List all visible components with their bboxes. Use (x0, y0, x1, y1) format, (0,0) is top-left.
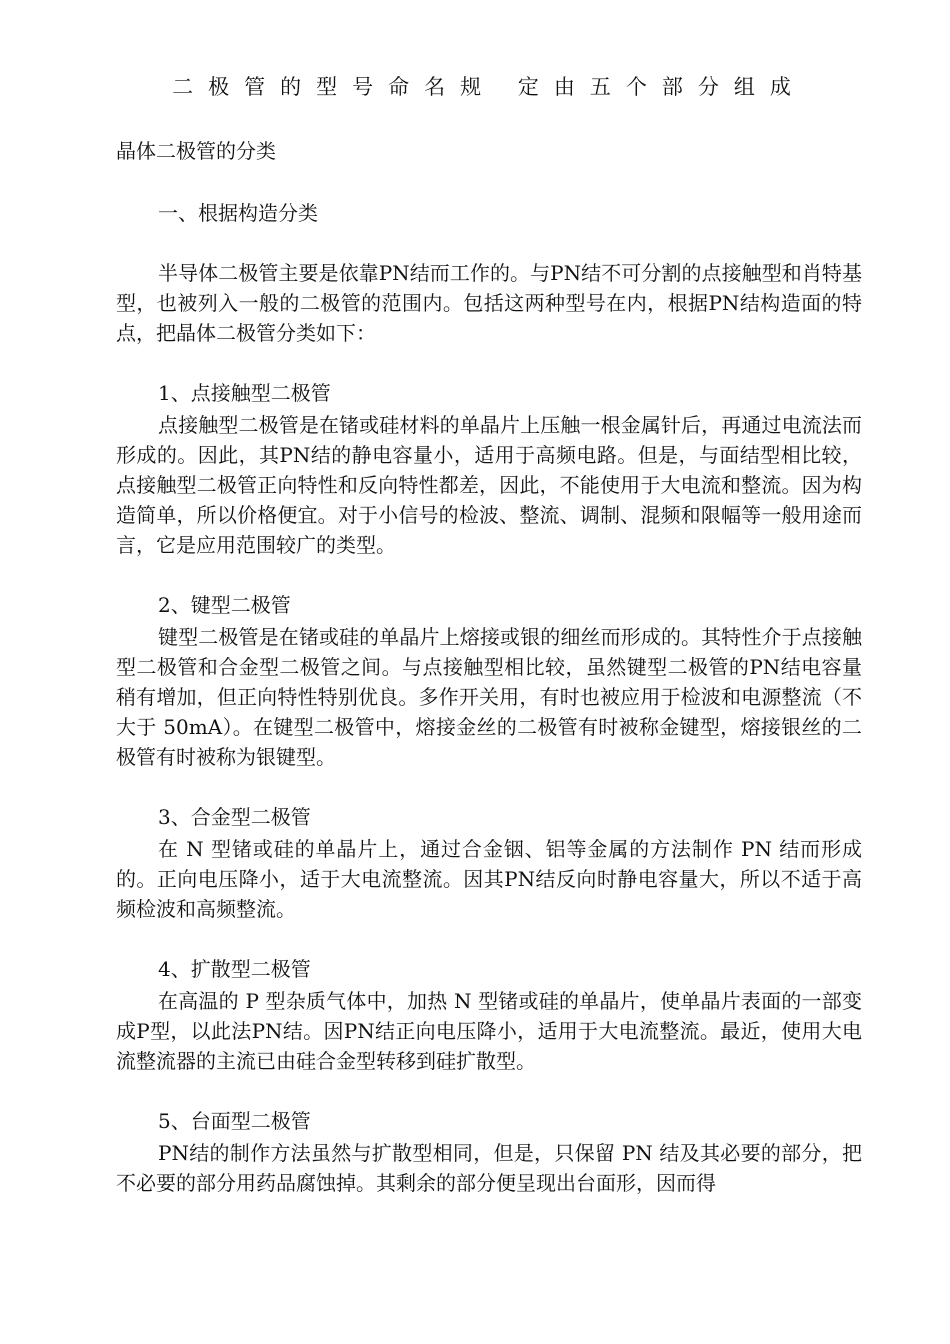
section-title: 5、台面型二极管 (158, 1109, 311, 1133)
section-paragraph: 点接触型二极管是在锗或硅材料的单晶片上压触一根金属针后，再通过电流法而形成的。因此，其PN结的静电容量小，适用于高频电路。但是，与面结型相比较，点接触型二极管正向特性和反向特性都差，因此，不能使用于大电流和整流。因为构造简单，所以价格便宜。对于小信号的检波、整流、调制、混频和限幅等一般用途而言，它是应用范围较广的类型。 (116, 413, 862, 557)
intro-paragraph: 半导体二极管主要是依靠PN结而工作的。与PN结不可分割的点接触型和肖特基型，也被列入一般的二极管的范围内。包括这两种型号在内，根据PN结构造面的特点，把晶体二极管分类如下： (116, 261, 862, 345)
section-paragraph: 在高温的 P 型杂质气体中，加热 N 型锗或硅的单晶片，使单晶片表面的一部变成P型，以此法PN结。因PN结正向电压降小，适用于大电流整流。最近，使用大电流整流器的主流已由硅合金型转移到硅扩散型。 (116, 989, 862, 1073)
section-paragraph: 键型二极管是在锗或硅的单晶片上熔接或银的细丝而形成的。其特性介于点接触型二极管和合金型二极管之间。与点接触型相比较，虽然键型二极管的PN结电容量稍有增加，但正向特性特别优良。多作开关用，有时也被应用于检波和电源整流（不大于 50mA）。在键型二极管中，熔接金丝的二极管有时被称金键型，熔接银丝的二极管有时被称为银键型。 (116, 625, 862, 769)
section-paragraph: 在 N 型锗或硅的单晶片上，通过合金铟、铝等金属的方法制作 PN 结而形成的。正向电压降小，适于大电流整流。因其PN结反向时静电容量大，所以不适于高频检波和高频整流。 (116, 837, 862, 921)
section-bonded-diode (116, 588, 862, 772)
section-title: 4、扩散型二极管 (158, 957, 311, 981)
section-title: 2、键型二极管 (158, 593, 291, 617)
section-heading-classification: 晶体二极管的分类 (116, 139, 276, 163)
section-alloy-diode (116, 800, 862, 924)
document-title: 二极管的型号命名规 定由五个部分组成 (172, 75, 806, 99)
section-mesa-diode (116, 1104, 862, 1198)
section-diffused-diode (116, 952, 862, 1076)
section-title: 3、合金型二极管 (158, 805, 311, 829)
section-paragraph: PN结的制作方法虽然与扩散型相同，但是，只保留 PN 结及其必要的部分，把不必要的部分用药品腐蚀掉。其剩余的部分便呈现出台面形，因而得 (116, 1141, 862, 1195)
section-point-contact-diode (116, 376, 862, 560)
document-page (116, 70, 862, 1226)
subheading-by-structure: 一、根据构造分类 (158, 201, 318, 225)
section-title: 1、点接触型二极管 (158, 381, 331, 405)
